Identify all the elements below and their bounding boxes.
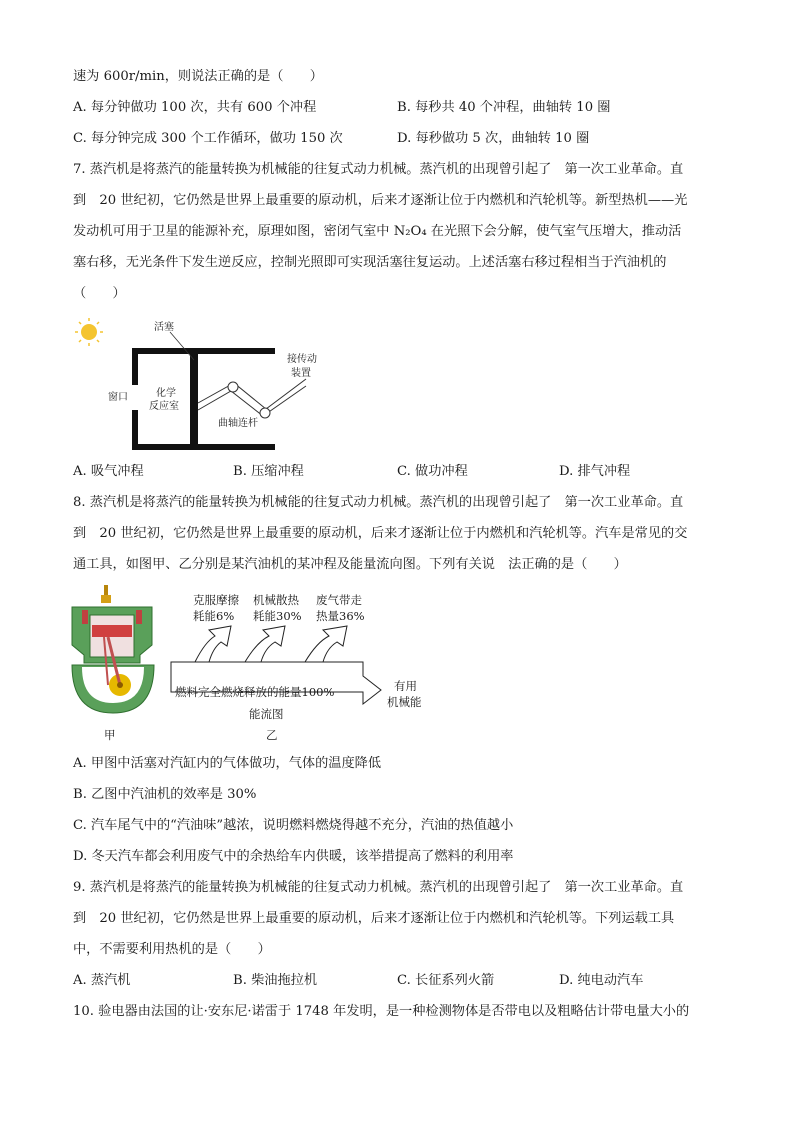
transmission-label-line-2: 装置 xyxy=(291,368,311,379)
q7-stem-line-2: 到 20 世纪初，它仍然是世界上最重要的原动机，后来才逐渐让位于内燃机和汽轮机等。新型热机——光 xyxy=(73,193,688,208)
q8-stem-line-1: 8. 蒸汽机是将蒸汽的能量转换为机械能的往复式动力机械。蒸汽机的出现曾引起了 第一次工业革命。直 xyxy=(73,495,684,510)
q8-option-b: B. 乙图中汽油机的效率是 30% xyxy=(73,787,257,802)
piston-label: 活塞 xyxy=(154,322,174,333)
useful-label-line-1: 有用 xyxy=(394,679,417,693)
q6-option-d: D. 每秒做功 5 次，曲轴转 10 圈 xyxy=(397,131,590,146)
q9-option-b: B. 柴油拖拉机 xyxy=(233,973,318,988)
q9-option-c: C. 长征系列火箭 xyxy=(397,973,495,988)
chamber-label-line-2: 反应室 xyxy=(149,401,179,412)
cylinder-bottom-wall xyxy=(132,444,275,450)
crank-rod xyxy=(198,379,306,418)
q9-option-d: D. 纯电动汽车 xyxy=(559,973,644,988)
q6-stem-tail: 速为 600r/min，则说法正确的是（ ） xyxy=(73,69,323,84)
figure-jia-caption: 甲 xyxy=(104,728,116,742)
piston xyxy=(190,348,198,450)
exhaust-branch-arrow xyxy=(305,626,347,662)
q7-option-a: A. 吸气冲程 xyxy=(73,464,144,479)
q8-engine-figure xyxy=(68,585,158,720)
q8-energy-flow-figure xyxy=(165,590,440,720)
chamber-label-line-1: 化学 xyxy=(156,388,176,399)
q9-stem-line-2: 到 20 世纪初，它仍然是世界上最重要的原动机，后来才逐渐让位于内燃机和汽轮机等。下列运载工具 xyxy=(73,911,675,926)
q8-stem-line-3: 通工具，如图甲、乙分别是某汽油机的某冲程及能量流向图。下列有关说 法正确的是（ ） xyxy=(73,557,627,572)
q8-option-a: A. 甲图中活塞对汽缸内的气体做功，气体的温度降低 xyxy=(73,756,382,771)
friction-label-line-2: 耗能6% xyxy=(193,609,235,623)
piston-leader-line xyxy=(170,332,194,360)
chamber-left-wall-lower xyxy=(132,410,138,450)
q6-option-c: C. 每分钟完成 300 个工作循环，做功 150 次 xyxy=(73,131,343,146)
q8-stem-line-2: 到 20 世纪初，它仍然是世界上最重要的原动机，后来才逐渐让位于内燃机和汽轮机等。汽车是常见的交 xyxy=(73,526,688,541)
q9-stem-line-3: 中，不需要利用热机的是（ ） xyxy=(73,942,271,957)
engine-cylinder-diagram xyxy=(68,585,158,720)
figure-yi-caption: 乙 xyxy=(266,728,278,742)
q8-option-d: D. 冬天汽车都会利用废气中的余热给车内供暖，该举措提高了燃料的利用率 xyxy=(73,849,514,864)
input-energy-label: 燃料完全燃烧释放的能量100% xyxy=(175,685,335,699)
q7-stem-line-3: 发动机可用于卫星的能源补充，原理如图，密闭气室中 N₂O₄ 在光照下会分解，使气室气压增大，推动活 xyxy=(73,224,682,239)
energy-flow-caption: 能流图 xyxy=(249,707,284,721)
q7-stem-line-4: 塞右移，无光条件下发生逆反应，控制光照即可实现活塞往复运动。上述活塞右移过程相当于汽油机的 xyxy=(73,255,667,270)
q7-option-b: B. 压缩冲程 xyxy=(233,464,304,479)
q7-option-c: C. 做功冲程 xyxy=(397,464,468,479)
exhaust-label-line-1: 废气带走 xyxy=(316,593,362,607)
heat-branch-arrow xyxy=(245,626,285,662)
friction-label-line-1: 克服摩擦 xyxy=(193,593,239,607)
transmission-label-line-1: 接传动 xyxy=(287,354,317,365)
q10-stem-line-1: 10. 验电器由法国的让·安东尼·诺雷于 1748 年发明，是一种检测物体是否带电以及粗略估计带电量大小的 xyxy=(73,1004,690,1019)
q7-light-engine-figure xyxy=(70,315,350,455)
exhaust-label-line-2: 热量36% xyxy=(316,609,365,623)
heat-label-line-2: 耗能30% xyxy=(253,609,302,623)
q9-option-a: A. 蒸汽机 xyxy=(73,973,131,988)
q7-stem-line-5: （ ） xyxy=(73,286,126,301)
window-label: 窗口 xyxy=(108,392,128,403)
q6-option-a: A. 每分钟做功 100 次，共有 600 个冲程 xyxy=(73,100,317,115)
q7-light-engine-diagram xyxy=(70,315,350,455)
cylinder-top-wall xyxy=(132,348,275,354)
heat-label-line-1: 机械散热 xyxy=(253,593,299,607)
q7-option-d: D. 排气冲程 xyxy=(559,464,631,479)
chamber-left-wall-upper xyxy=(132,348,138,385)
q9-stem-line-1: 9. 蒸汽机是将蒸汽的能量转换为机械能的往复式动力机械。蒸汽机的出现曾引起了 第一次工业革命。直 xyxy=(73,880,684,895)
sun-icon xyxy=(75,318,103,346)
q8-option-c: C. 汽车尾气中的“汽油味”越浓，说明燃料燃烧得越不充分，汽油的热值越小 xyxy=(73,818,514,833)
useful-label-line-2: 机械能 xyxy=(387,695,422,709)
q7-stem-line-1: 7. 蒸汽机是将蒸汽的能量转换为机械能的往复式动力机械。蒸汽机的出现曾引起了 第一次工业革命。直 xyxy=(73,162,684,177)
crank-label: 曲轴连杆 xyxy=(218,418,258,429)
friction-branch-arrow xyxy=(195,626,231,662)
q6-option-b: B. 每秒共 40 个冲程，曲轴转 10 圈 xyxy=(397,100,611,115)
